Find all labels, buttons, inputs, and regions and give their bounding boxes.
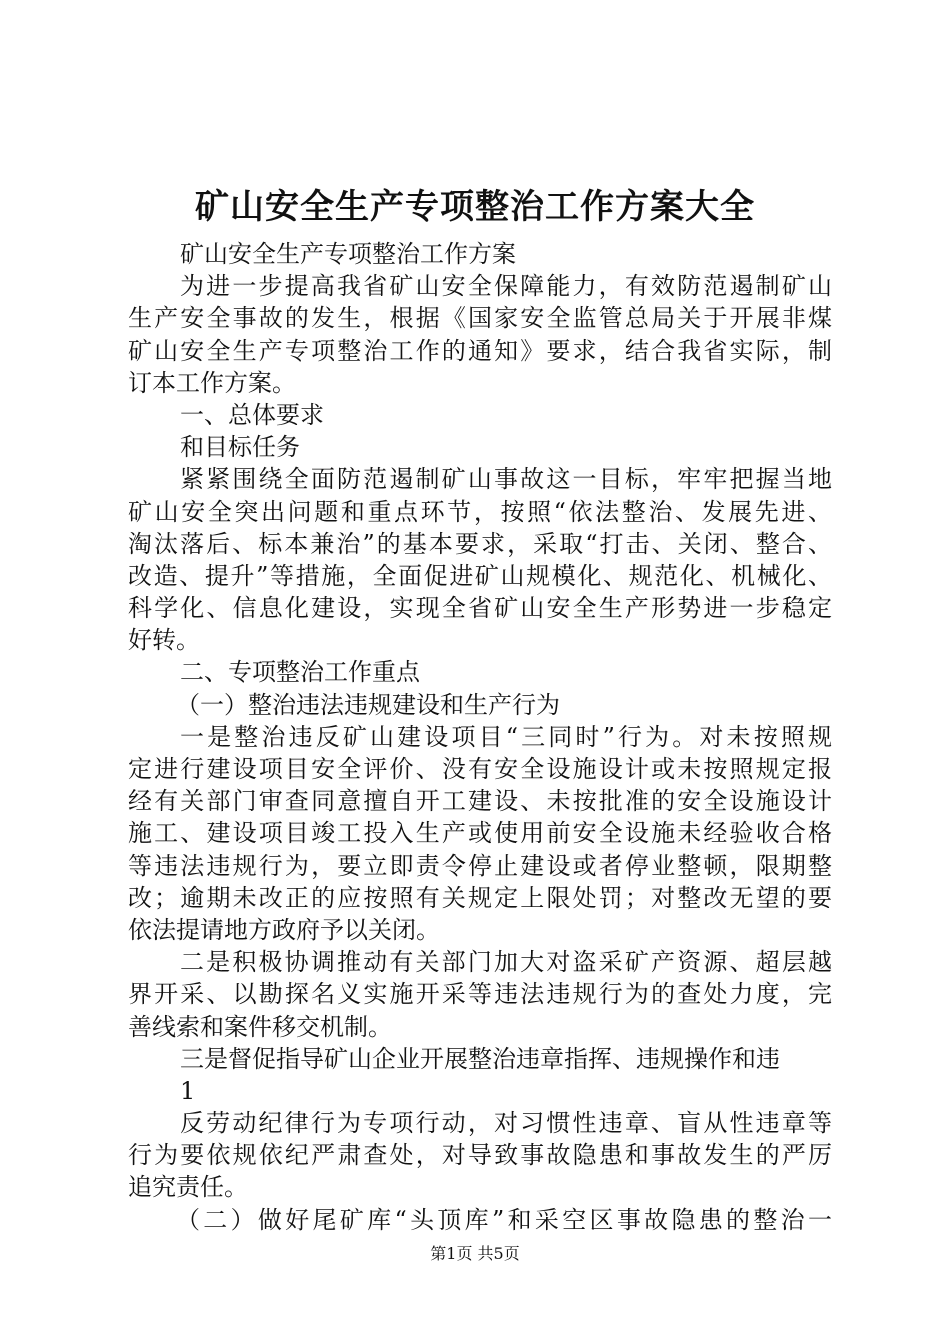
paragraph-line: 施工、建设项目竣工投入生产或使用前安全设施未经验收合格 xyxy=(128,819,832,848)
paragraph-line: 一、总体要求 xyxy=(180,400,324,429)
document-body xyxy=(128,238,832,1236)
paragraph-line: 为进一步提高我省矿山安全保障能力，有效防范遏制矿山 xyxy=(180,272,832,301)
paragraph-line: 追究责任。 xyxy=(128,1173,248,1202)
paragraph-line: 和目标任务 xyxy=(180,433,300,462)
paragraph-line: 反劳动纪律行为专项行动，对习惯性违章、盲从性违章等 xyxy=(180,1109,832,1138)
paragraph-line: 淘汰落后、标本兼治”的基本要求，采取“打击、关闭、整合、 xyxy=(128,529,832,558)
paragraph-line: 科学化、信息化建设，实现全省矿山安全生产形势进一步稳定 xyxy=(128,594,832,623)
paragraph-line: 二、专项整治工作重点 xyxy=(180,658,420,687)
paragraph-line: 经有关部门审查同意擅自开工建设、未按批准的安全设施设计 xyxy=(128,787,832,816)
paragraph-line: 1 xyxy=(180,1076,196,1105)
paragraph-line: 改；逾期未改正的应按照有关规定上限处罚；对整改无望的要 xyxy=(128,883,832,912)
paragraph-line: 三是督促指导矿山企业开展整治违章指挥、违规操作和违 xyxy=(180,1044,780,1073)
paragraph-line: 善线索和案件移交机制。 xyxy=(128,1012,392,1041)
paragraph-line: 好转。 xyxy=(128,626,200,655)
paragraph-line: 生产安全事故的发生，根据《国家安全监管总局关于开展非煤 xyxy=(128,304,832,333)
paragraph-line: 紧紧围绕全面防范遏制矿山事故这一目标，牢牢把握当地 xyxy=(180,465,832,494)
paragraph-line: 界开采、以勘探名义实施开采等违法违规行为的查处力度，完 xyxy=(128,980,832,1009)
paragraph-line: （二）做好尾矿库“头顶库”和采空区事故隐患的整治一 xyxy=(176,1205,832,1234)
paragraph-line: 依法提请地方政府予以关闭。 xyxy=(128,915,440,944)
paragraph-line: 订本工作方案。 xyxy=(128,368,296,397)
paragraph-line: （一）整治违法违规建设和生产行为 xyxy=(176,690,560,719)
paragraph-line: 矿山安全突出问题和重点环节，按照“依法整治、发展先进、 xyxy=(128,497,832,526)
paragraph-line: 定进行建设项目安全评价、没有安全设施设计或未按照规定报 xyxy=(128,755,832,783)
page-footer: 第1页 共5页 xyxy=(430,1244,520,1263)
paragraph-line: 二是积极协调推动有关部门加大对盗采矿产资源、超层越 xyxy=(180,948,832,977)
paragraph-line: 等违法违规行为，要立即责令停止建设或者停业整顿，限期整 xyxy=(128,851,832,880)
paragraph-line: 一是整治违反矿山建设项目“三同时”行为。对未按照规 xyxy=(180,722,832,751)
paragraph-line: 矿山安全生产专项整治工作方案 xyxy=(180,240,516,268)
paragraph-line: 改造、提升”等措施，全面促进矿山规模化、规范化、机械化、 xyxy=(128,561,832,590)
document-title: 矿山安全生产专项整治工作方案大全 xyxy=(195,187,755,227)
paragraph-line: 行为要依规依纪严肃查处，对导致事故隐患和事故发生的严厉 xyxy=(128,1141,832,1170)
paragraph-line: 矿山安全生产专项整治工作的通知》要求，结合我省实际，制 xyxy=(128,336,832,365)
